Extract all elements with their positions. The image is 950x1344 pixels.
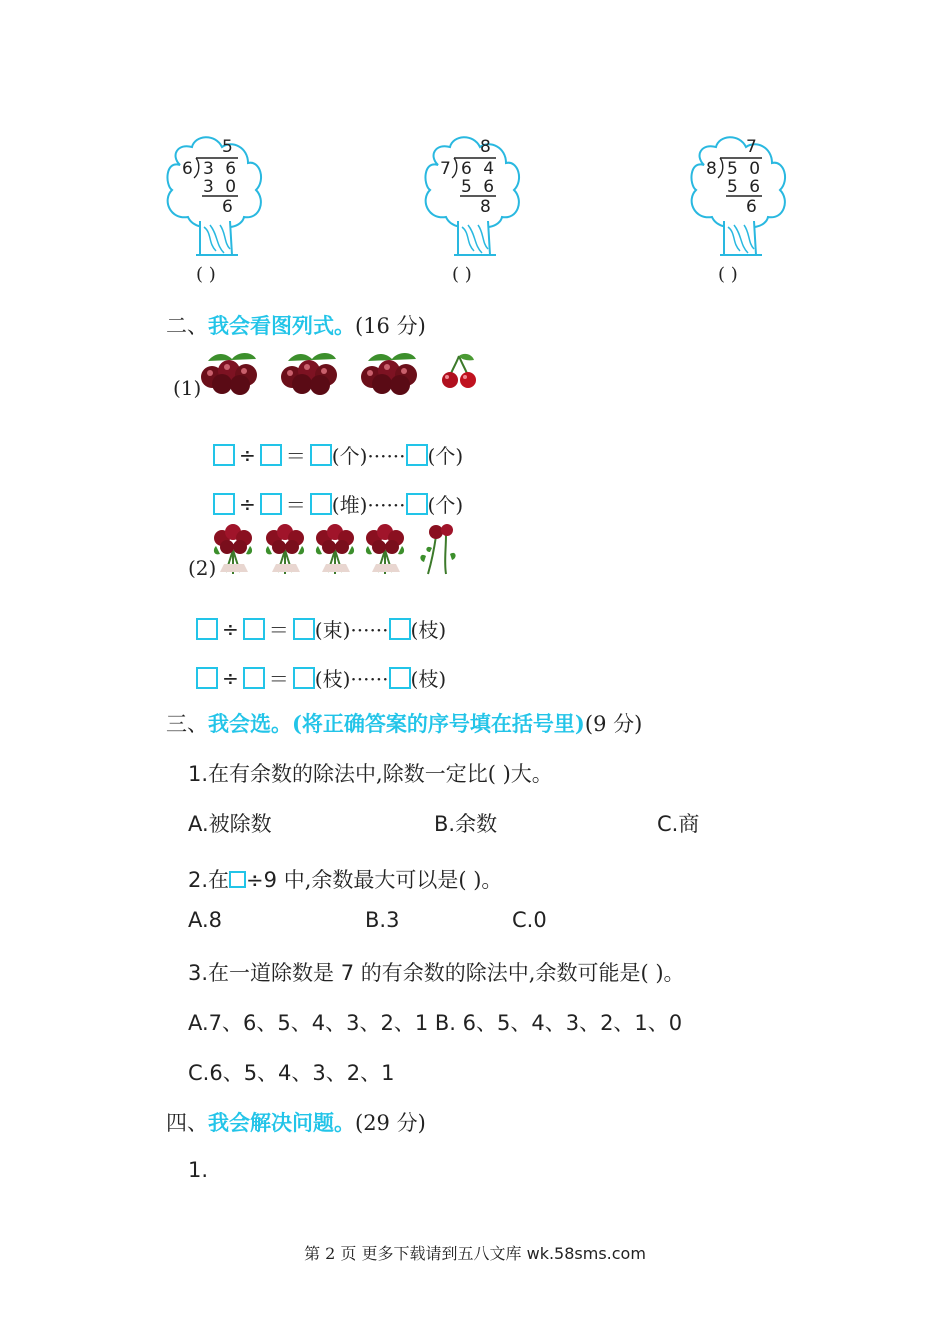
answer-box[interactable] bbox=[260, 493, 282, 515]
question-3 bbox=[188, 957, 685, 987]
quotient: 8 bbox=[480, 137, 494, 157]
footer-text: 第 2 页 更多下载请到五八文库 bbox=[304, 1244, 527, 1263]
unit-label: (枝) bbox=[410, 667, 447, 691]
question-number: 2. bbox=[188, 868, 209, 892]
answer-box[interactable] bbox=[243, 618, 265, 640]
answer-box[interactable] bbox=[196, 667, 218, 689]
question-text: 在一道除数是 bbox=[208, 961, 341, 985]
section-3-heading bbox=[166, 708, 642, 738]
cherry-icon bbox=[440, 352, 478, 390]
question-text: 中,余数最大可以是( bbox=[277, 868, 467, 892]
question-text: 的有余数的除法中,余数可能是( bbox=[354, 961, 649, 985]
part-1-label: (1) bbox=[173, 376, 202, 400]
question-2 bbox=[188, 864, 502, 894]
answer-box[interactable] bbox=[260, 444, 282, 466]
dividend: 3 6 bbox=[203, 159, 240, 179]
option-c[interactable]: C.商 bbox=[657, 812, 700, 836]
tree-problem-1 bbox=[160, 125, 270, 260]
question-text: 在 bbox=[208, 868, 230, 892]
remainder: 6 bbox=[746, 197, 760, 217]
unit-label: (堆)······ bbox=[331, 493, 406, 517]
unit-label: (枝)······ bbox=[314, 667, 389, 691]
question-text: 7 bbox=[340, 961, 355, 985]
question-text-end: )。 bbox=[648, 961, 685, 985]
option-a-b[interactable]: A.7、6、5、4、3、2、1 B. 6、5、4、3、2、1、0 bbox=[188, 1011, 683, 1035]
answer-box[interactable] bbox=[310, 493, 332, 515]
question-text: 在有余数的除法中,除数一定比( bbox=[208, 762, 496, 786]
section-2-heading bbox=[166, 310, 426, 340]
option-c[interactable]: C.0 bbox=[512, 908, 547, 932]
option-b[interactable]: B.3 bbox=[365, 908, 400, 932]
divide-sign: ÷ bbox=[239, 491, 256, 516]
unit-label: (个)······ bbox=[331, 444, 406, 468]
answer-box[interactable] bbox=[406, 493, 428, 515]
answer-paren-3[interactable]: ( ) bbox=[718, 264, 738, 285]
part-2-label: (2) bbox=[188, 556, 217, 580]
problem-1-number: 1. bbox=[188, 1158, 209, 1182]
cherry-pile-icon bbox=[198, 347, 266, 395]
unit-label: (枝) bbox=[410, 618, 447, 642]
rose-stem-icon bbox=[416, 520, 462, 576]
dividend: 6 4 bbox=[461, 159, 498, 179]
section-4-heading bbox=[166, 1107, 426, 1137]
equals-sign: ＝ bbox=[285, 444, 306, 468]
equals-sign: ＝ bbox=[268, 667, 289, 691]
answer-box[interactable] bbox=[293, 618, 315, 640]
page-footer bbox=[0, 1241, 950, 1264]
divide-sign: ÷ bbox=[239, 442, 256, 467]
remainder: 8 bbox=[480, 197, 494, 217]
product: 5 6 bbox=[727, 177, 764, 197]
unit-label: (束)······ bbox=[314, 618, 389, 642]
tree-problem-3 bbox=[684, 125, 794, 260]
divisor: 6 bbox=[182, 159, 196, 179]
question-text-end: )。 bbox=[466, 868, 503, 892]
part-1-equation-1 bbox=[213, 440, 463, 469]
option-b[interactable]: B.余数 bbox=[434, 812, 498, 836]
question-number: 1. bbox=[188, 762, 209, 786]
question-text-end: )大。 bbox=[495, 762, 553, 786]
part-1-equation-2 bbox=[213, 489, 463, 518]
section-2-prefix: 二、 bbox=[166, 314, 208, 338]
part-2-equation-2 bbox=[196, 663, 446, 692]
quotient: 7 bbox=[746, 137, 760, 157]
dividend: 5 0 bbox=[727, 159, 764, 179]
rose-bouquet-icon bbox=[210, 520, 256, 576]
answer-box[interactable] bbox=[389, 667, 411, 689]
rose-bouquet-icon bbox=[262, 520, 308, 576]
divisor: 7 bbox=[440, 159, 454, 179]
section-3-title: 我会选。(将正确答案的序号填在括号里) bbox=[208, 711, 585, 736]
answer-paren-2[interactable]: ( ) bbox=[452, 264, 472, 285]
answer-paren-1[interactable]: ( ) bbox=[196, 264, 216, 285]
question-1 bbox=[188, 758, 553, 788]
section-2-score: (16 分) bbox=[355, 314, 426, 338]
answer-box[interactable] bbox=[293, 667, 315, 689]
quotient: 5 bbox=[222, 137, 236, 157]
section-3-score: (9 分) bbox=[584, 712, 643, 736]
answer-box[interactable] bbox=[229, 871, 246, 888]
question-number: 3. bbox=[188, 961, 209, 985]
answer-box[interactable] bbox=[213, 444, 235, 466]
equals-sign: ＝ bbox=[285, 493, 306, 517]
tree-problem-2 bbox=[418, 125, 528, 260]
divide-sign: ÷ bbox=[222, 616, 239, 641]
unit-label: (个) bbox=[427, 493, 464, 517]
cherry-pile-icon bbox=[278, 347, 346, 395]
option-a[interactable]: A.8 bbox=[188, 908, 223, 932]
rose-bouquet-icon bbox=[312, 520, 358, 576]
cherry-pile-icon bbox=[358, 347, 426, 395]
answer-box[interactable] bbox=[196, 618, 218, 640]
section-4-prefix: 四、 bbox=[166, 1111, 208, 1135]
answer-box[interactable] bbox=[406, 444, 428, 466]
answer-box[interactable] bbox=[243, 667, 265, 689]
divisor: 8 bbox=[706, 159, 720, 179]
divide-sign: ÷ bbox=[222, 665, 239, 690]
section-4-title: 我会解决问题。 bbox=[208, 1110, 355, 1135]
question-text: ÷9 bbox=[246, 868, 278, 892]
answer-box[interactable] bbox=[389, 618, 411, 640]
rose-bouquet-icon bbox=[362, 520, 408, 576]
section-3-prefix: 三、 bbox=[166, 712, 208, 736]
section-2-title: 我会看图列式。 bbox=[208, 313, 355, 338]
unit-label: (个) bbox=[427, 444, 464, 468]
answer-box[interactable] bbox=[213, 493, 235, 515]
product: 3 0 bbox=[203, 177, 240, 197]
answer-box[interactable] bbox=[310, 444, 332, 466]
product: 5 6 bbox=[461, 177, 498, 197]
part-2-equation-1 bbox=[196, 614, 446, 643]
section-4-score: (29 分) bbox=[355, 1111, 426, 1135]
option-c[interactable]: C.6、5、4、3、2、1 bbox=[188, 1061, 395, 1085]
footer-site[interactable]: wk.58sms.com bbox=[526, 1244, 646, 1263]
equals-sign: ＝ bbox=[268, 618, 289, 642]
option-a[interactable]: A.被除数 bbox=[188, 812, 272, 836]
remainder: 6 bbox=[222, 197, 236, 217]
